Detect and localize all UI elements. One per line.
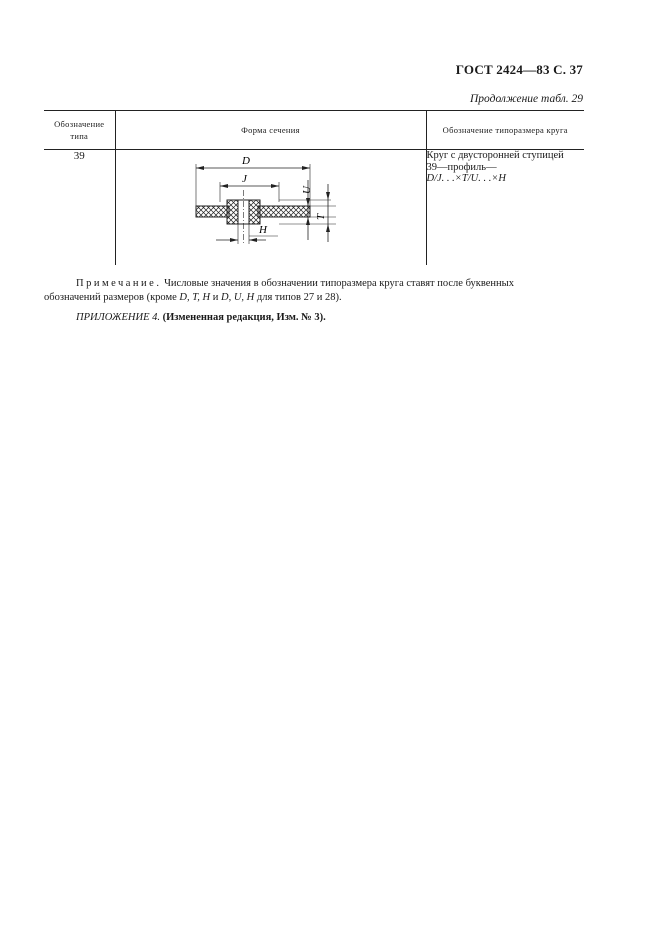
table-continuation-label: Продолжение табл. 29: [470, 93, 583, 105]
appendix-line: [76, 312, 326, 323]
appendix-bold: (Измененная редакция, Изм. № 3).: [162, 312, 326, 323]
table-row: [44, 150, 584, 266]
designation-formula: D/J. . .×T/U. . .×H: [426, 173, 507, 184]
note-label: Примечание.: [76, 278, 162, 289]
header-size-designation: Обозначение типоразмера круга: [426, 111, 584, 150]
header-type-line2: типа: [70, 131, 89, 141]
header-section-shape: Форма сечения: [115, 111, 426, 150]
note-paragraph: [76, 277, 584, 291]
description-line1: Круг с двусторонней ступицей: [426, 150, 564, 161]
row-type-number: 39: [73, 150, 85, 162]
row-section-drawing: [115, 150, 426, 266]
note-text-line1: Числовые значения в обозначении типоразмера круга ставят после буквенных: [164, 278, 514, 289]
appendix-italic: ПРИЛОЖЕНИЕ 4.: [76, 312, 160, 323]
label-J: J: [241, 173, 247, 185]
header-type: [44, 111, 115, 150]
header-type-line1: Обозначение: [54, 119, 105, 129]
label-T: T: [314, 213, 327, 220]
note-text2-prefix: обозначений размеров (кроме: [44, 292, 180, 303]
cross-section-drawing: [116, 150, 427, 260]
description-line2: 39—профиль—: [426, 161, 497, 173]
note-text2-italic2: D, U, H: [221, 292, 255, 303]
label-H: H: [258, 224, 267, 236]
label-U: U: [300, 186, 313, 194]
note-text2-italic: D, T, H: [179, 292, 211, 303]
note-text2-suffix: для типов 27 и 28).: [254, 292, 342, 303]
note-text2-mid: и: [210, 292, 222, 303]
section-table: [44, 110, 584, 265]
note-text-line2-block: [44, 291, 584, 305]
row-designation: [426, 150, 584, 266]
label-D: D: [241, 155, 250, 167]
table-header-row: [44, 111, 584, 150]
page-header-title: ГОСТ 2424—83 С. 37: [455, 62, 583, 77]
